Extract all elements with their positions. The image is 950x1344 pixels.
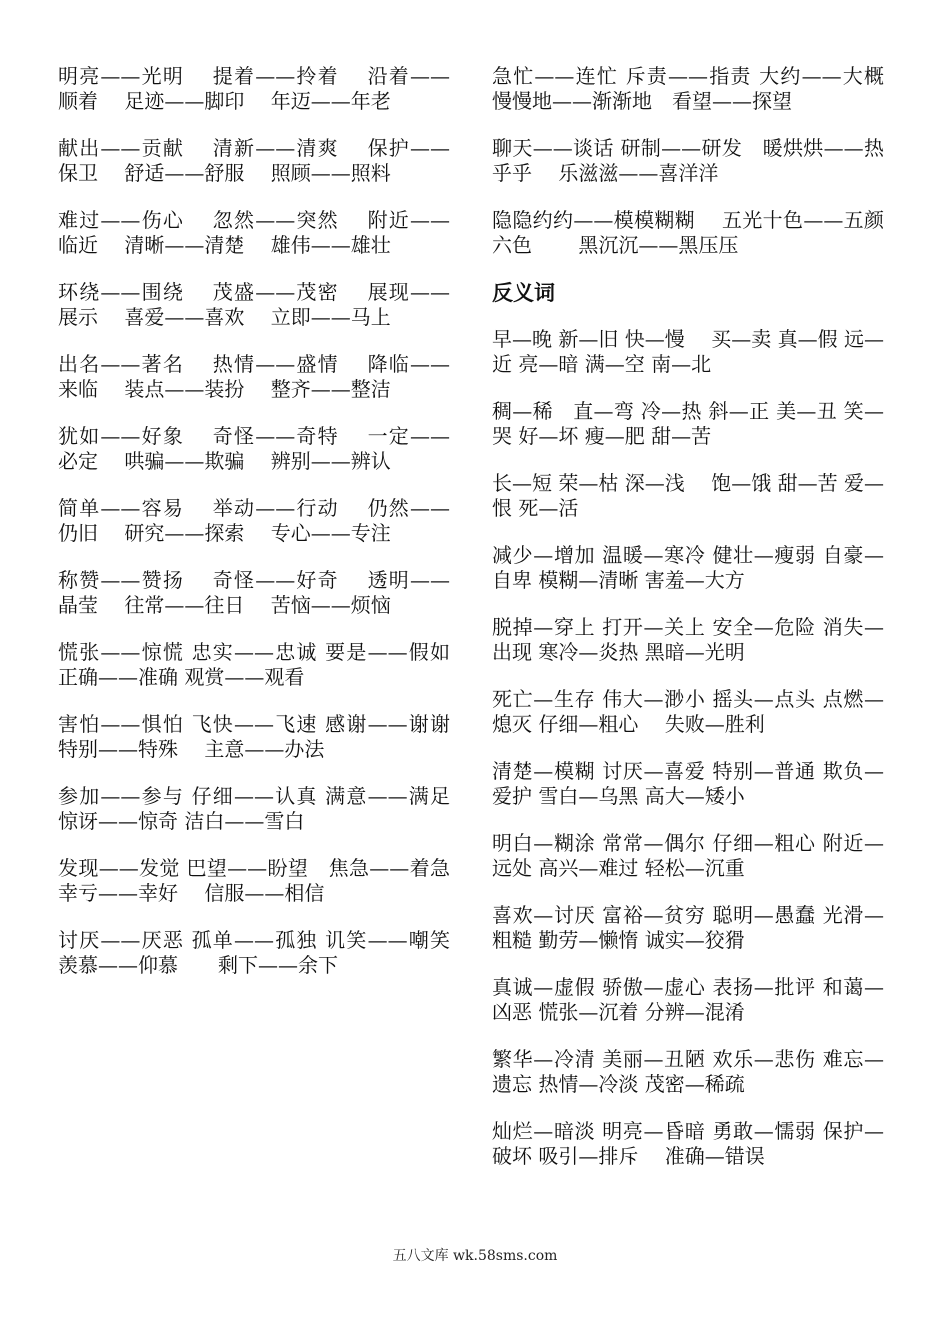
antonym-paragraph: 繁华—冷清 美丽—丑陋 欢乐—悲伤 难忘—遗忘 热情—冷淡 茂密—稀疏 <box>492 1047 884 1096</box>
antonym-paragraph: 早—晚 新—旧 快—慢 买—卖 真—假 远—近 亮—暗 满—空 南—北 <box>492 327 884 376</box>
antonym-paragraph: 稠—稀 直—弯 冷—热 斜—正 美—丑 笑—哭 好—坏 瘦—肥 甜—苦 <box>492 399 884 448</box>
synonym-paragraph: 参加——参与 仔细——认真 满意——满足 惊讶——惊奇 洁白——雪白 <box>58 784 477 833</box>
antonyms-heading: 反义词 <box>492 280 555 305</box>
synonym-paragraph: 出名——著名 热情——盛情 降临——来临 装点——装扮 整齐——整洁 <box>58 352 450 401</box>
synonym-paragraph: 简单——容易 举动——行动 仍然——仍旧 研究——探索 专心——专注 <box>58 496 450 545</box>
antonym-paragraph: 减少—增加 温暖—寒冷 健壮—瘦弱 自豪—自卑 模糊—清晰 害羞—大方 <box>492 543 884 592</box>
synonym-paragraph: 急忙——连忙 斥责——指责 大约——大概 慢慢地——渐渐地 看望——探望 <box>492 64 911 113</box>
antonym-paragraph: 喜欢—讨厌 富裕—贫穷 聪明—愚蠢 光滑—粗糙 勤劳—懒惰 诚实—狡猾 <box>492 903 884 952</box>
left-column-synonyms <box>58 64 477 1000</box>
right-column <box>492 64 911 1191</box>
synonym-paragraph: 难过——伤心 忽然——突然 附近——临近 清晰——清楚 雄伟——雄壮 <box>58 208 450 257</box>
antonym-paragraph: 长—短 荣—枯 深—浅 饱—饿 甜—苦 爱—恨 死—活 <box>492 471 884 520</box>
page-footer-watermark: 五八文库 wk.58sms.com <box>392 1248 558 1264</box>
antonym-paragraph: 死亡—生存 伟大—渺小 摇头—点头 点燃—熄灭 仔细—粗心 失败—胜利 <box>492 687 884 736</box>
antonym-paragraph: 明白—糊涂 常常—偶尔 仔细—粗心 附近—远处 高兴—难过 轻松—沉重 <box>492 831 884 880</box>
synonym-paragraph: 发现——发觉 巴望——盼望 焦急——着急 幸亏——幸好 信服——相信 <box>58 856 477 905</box>
synonym-paragraph: 讨厌——厌恶 孤单——孤独 讥笑——嘲笑 羡慕——仰慕 剩下——余下 <box>58 928 477 977</box>
synonym-paragraph: 慌张——惊慌 忠实——忠诚 要是——假如 正确——准确 观赏——观看 <box>58 640 477 689</box>
synonym-paragraph: 隐隐约约——模模糊糊 五光十色——五颜六色 黑沉沉——黑压压 <box>492 208 884 257</box>
synonym-paragraph: 环绕——围绕 茂盛——茂密 展现——展示 喜爱——喜欢 立即——马上 <box>58 280 450 329</box>
antonym-paragraph: 清楚—模糊 讨厌—喜爱 特别—普通 欺负—爱护 雪白—乌黑 高大—矮小 <box>492 759 884 808</box>
synonym-paragraph: 害怕——惧怕 飞快——飞速 感谢——谢谢 特别——特殊 主意——办法 <box>58 712 477 761</box>
synonym-paragraph: 明亮——光明 提着——拎着 沿着——顺着 足迹——脚印 年迈——年老 <box>58 64 450 113</box>
synonym-paragraph: 犹如——好象 奇怪——奇特 一定——必定 哄骗——欺骗 辨别——辨认 <box>58 424 450 473</box>
antonym-paragraph: 脱掉—穿上 打开—关上 安全—危险 消失—出现 寒冷—炎热 黑暗—光明 <box>492 615 884 664</box>
synonym-paragraph: 聊天——谈话 研制——研发 暖烘烘——热乎乎 乐滋滋——喜洋洋 <box>492 136 884 185</box>
antonym-paragraph: 真诚—虚假 骄傲—虚心 表扬—批评 和蔼—凶恶 慌张—沉着 分辨—混淆 <box>492 975 884 1024</box>
antonym-paragraph: 灿烂—暗淡 明亮—昏暗 勇敢—懦弱 保护—破坏 吸引—排斥 准确—错误 <box>492 1119 884 1168</box>
synonym-paragraph: 称赞——赞扬 奇怪——好奇 透明——晶莹 往常——往日 苦恼——烦恼 <box>58 568 450 617</box>
synonym-paragraph: 献出——贡献 清新——清爽 保护——保卫 舒适——舒服 照顾——照料 <box>58 136 450 185</box>
